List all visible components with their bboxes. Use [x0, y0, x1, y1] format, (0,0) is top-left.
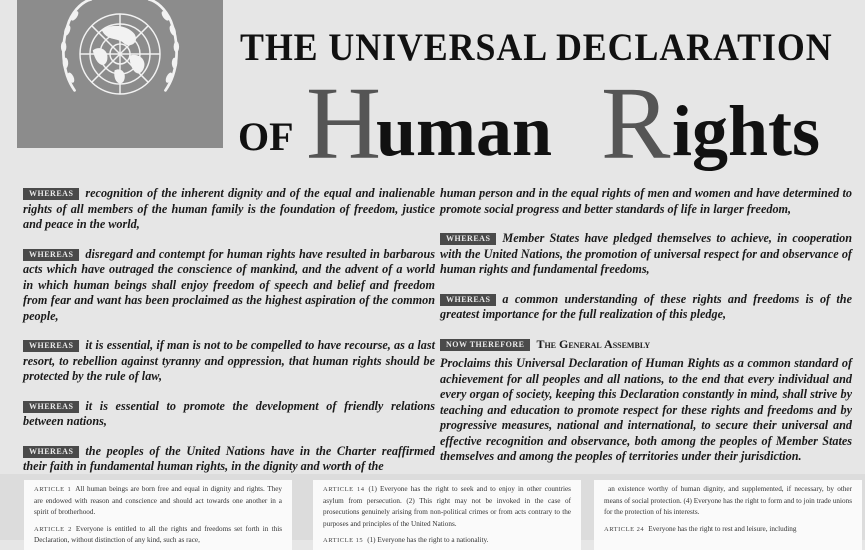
article-tag: ARTICLE 14: [323, 486, 365, 493]
whereas-paragraph: [440, 231, 852, 278]
article-tag: ARTICLE 15: [323, 537, 364, 544]
whereas-text: the peoples of the United Nations have in the Charter reaffirmed their faith in fundamental human rights, in the dignity and worth of the: [23, 443, 435, 473]
whereas-tag: WHEREAS: [23, 188, 79, 200]
article-paragraph: [34, 484, 282, 519]
article-text: an existence worthy of human dignity, and supplemented, if necessary, by other means of social protection. (4) Everyone has the right to form and to join trade unions for the protection of his interests.: [604, 485, 852, 516]
article-text: (1) Everyone has the right to a nationality.: [367, 536, 489, 544]
whereas-paragraph: [23, 186, 435, 233]
whereas-tag: WHEREAS: [440, 294, 496, 306]
whereas-text: disregard and contempt for human rights have resulted in barbarous acts which have outraged the conscience of mankind, and the advent of a world in which human beings shall enjoy freedom of speech and belief and freedom from fear and want has been proclaimed as the highest aspiration of the common people,: [23, 246, 435, 323]
title-rights-rest: ights: [672, 91, 821, 171]
article-text: (1) Everyone has the right to seek and to enjoy in other countries asylum from persecution. (2) This right may not be invoked in the case of prosecutions genuinely arising from non-political crimes or from acts contrary to the purposes and principles of the United Nations.: [323, 485, 571, 528]
whereas-paragraph: [23, 247, 435, 325]
whereas-tag: WHEREAS: [23, 401, 79, 413]
article-paragraph: [323, 535, 571, 547]
whereas-paragraph: [23, 444, 435, 475]
title-of: OF: [238, 114, 294, 159]
article-paragraph: [604, 524, 852, 536]
article-text: Everyone is entitled to all the rights and freedoms set forth in this Declaration, without distinction of any kind, such as race,: [34, 524, 282, 544]
proclamation-text: Proclaims this Universal Declaration of Human Rights as a common standard of achievement for all peoples and all nations, to the end that every individual and every organ of society, keeping this Declaration constantly in mind, shall strive by teaching and education to promote respect for these rights and freedoms and by progressive measures, national and international, to secure their universal and effective recognition and observance, both among the peoples of Member States themselves and among the peoples of territories under their jurisdiction.: [440, 356, 852, 463]
now-therefore-heading: [440, 337, 852, 353]
article-text: Everyone has the right to rest and leisure, including: [648, 524, 797, 533]
whereas-paragraph: [23, 338, 435, 385]
whereas-tag: WHEREAS: [23, 340, 79, 352]
whereas-tag: WHEREAS: [440, 233, 496, 245]
whereas-text: Member States have pledged themselves to achieve, in cooperation with the United Nations, the promotion of universal respect for and observance of human rights and fundamental freedoms,: [440, 231, 852, 276]
title-rights-initial: R: [601, 66, 671, 181]
whereas-text: recognition of the inherent dignity and of the equal and inalienable rights of all members of the human family is the foundation of freedom, justice and peace in the world,: [23, 186, 435, 231]
whereas-tag: WHEREAS: [23, 446, 79, 458]
whereas-text: it is essential to promote the development of friendly relations between nations,: [23, 398, 435, 428]
title-line-2: [238, 58, 848, 181]
title-line-1: THE UNIVERSAL DECLARATION: [240, 26, 833, 69]
whereas-text: a common understanding of these rights and freedoms is of the greatest importance for the full realization of this pledge,: [440, 291, 852, 321]
title-human-rest: uman: [376, 91, 553, 171]
article-tag: ARTICLE 2: [34, 525, 72, 533]
preamble-right-column: [440, 186, 852, 479]
article-paragraph: [604, 484, 852, 519]
title-human-initial: H: [306, 66, 382, 181]
preamble-left-column: [23, 186, 435, 489]
article-text: All human beings are born free and equal in dignity and rights. They are endowed with reason and conscience and should act towards one another in a spirit of brotherhood.: [34, 485, 282, 516]
whereas-text: it is essential, if man is not to be compelled to have recourse, as a last resort, to rebellion against tyranny and oppression, that human rights should be protected by the rule of law,: [23, 338, 435, 383]
general-assembly-title: The General Assembly: [536, 336, 651, 351]
continuation-text: human person and in the equal rights of men and women and have determined to promote social progress and better standards of life in larger freedom,: [440, 186, 852, 216]
article-tag: ARTICLE 1: [34, 486, 72, 493]
article-tag: ARTICLE 24: [604, 525, 645, 533]
article-paragraph: [34, 524, 282, 547]
whereas-paragraph: [440, 292, 852, 323]
un-emblem-panel: [17, 0, 223, 148]
now-therefore-tag: NOW THEREFORE: [440, 339, 530, 351]
un-emblem-icon: [49, 0, 191, 114]
whereas-paragraph: [23, 399, 435, 430]
article-paragraph: [323, 484, 571, 530]
whereas-tag: WHEREAS: [23, 249, 79, 261]
